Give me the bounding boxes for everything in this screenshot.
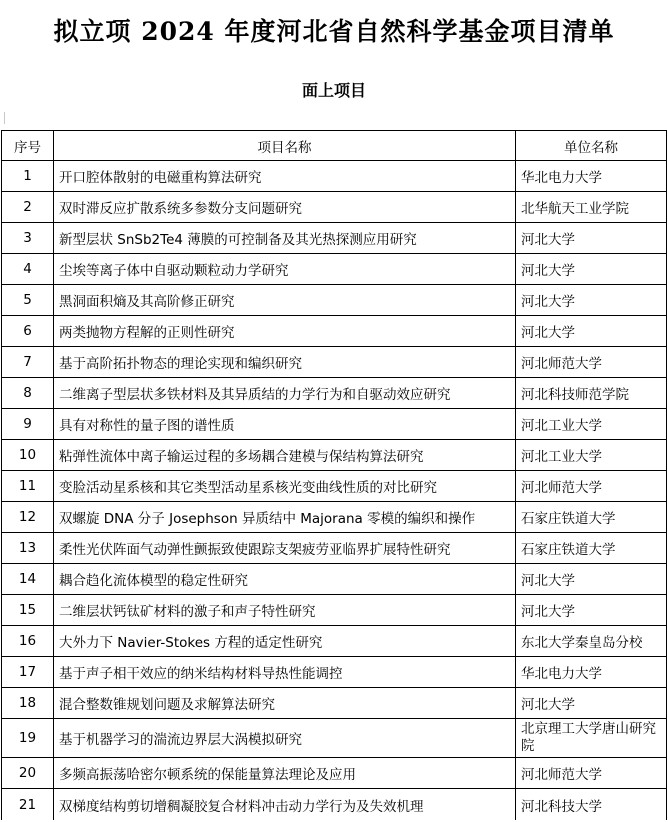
row-project-title: 二维离子型层状多铁材料及其异质结的力学行为和自驱动效应研究 xyxy=(54,378,516,409)
row-project-title: 两类抛物方程解的正则性研究 xyxy=(54,316,516,347)
row-seq: 2 xyxy=(2,192,54,223)
table-row xyxy=(2,378,667,409)
table-row xyxy=(2,564,667,595)
row-unit: 河北工业大学 xyxy=(516,440,667,471)
table-row xyxy=(2,347,667,378)
section-subtitle: 面上项目 xyxy=(301,81,366,100)
document-title: 拟立项 2024 年度河北省自然科学基金项目清单 xyxy=(53,17,615,46)
row-unit: 东北大学秦皇岛分校 xyxy=(516,626,667,657)
table-row xyxy=(2,192,667,223)
row-project-title: 开口腔体散射的电磁重构算法研究 xyxy=(54,161,516,192)
table-row xyxy=(2,719,667,758)
header-unit-name: 单位名称 xyxy=(516,131,667,161)
row-unit: 河北大学 xyxy=(516,688,667,719)
row-unit: 河北大学 xyxy=(516,595,667,626)
row-unit: 河北科技师范学院 xyxy=(516,378,667,409)
row-seq: 10 xyxy=(2,440,54,471)
row-project-title: 双螺旋 DNA 分子 Josephson 异质结中 Majorana 零模的编织和操作 xyxy=(54,502,516,533)
row-unit: 河北大学 xyxy=(516,564,667,595)
row-seq: 4 xyxy=(2,254,54,285)
row-unit: 河北师范大学 xyxy=(516,347,667,378)
row-seq: 5 xyxy=(2,285,54,316)
row-project-title: 多频高振荡哈密尔顿系统的保能量算法理论及应用 xyxy=(54,758,516,789)
row-project-title: 柔性光伏阵面气动弹性颤振致使跟踪支架疲劳亚临界扩展特性研究 xyxy=(54,533,516,564)
table-row xyxy=(2,471,667,502)
row-project-title: 耦合趋化流体模型的稳定性研究 xyxy=(54,564,516,595)
table-row xyxy=(2,254,667,285)
table-row xyxy=(2,595,667,626)
table-header-row xyxy=(2,131,667,161)
row-seq: 14 xyxy=(2,564,54,595)
row-seq: 19 xyxy=(2,719,54,758)
table-row xyxy=(2,409,667,440)
row-project-title: 基于声子相干效应的纳米结构材料导热性能调控 xyxy=(54,657,516,688)
row-unit: 河北科技大学 xyxy=(516,789,667,821)
table-row xyxy=(2,789,667,821)
row-unit: 北华航天工业学院 xyxy=(516,192,667,223)
header-seq: 序号 xyxy=(2,131,54,161)
row-unit: 河北师范大学 xyxy=(516,471,667,502)
row-unit: 石家庄铁道大学 xyxy=(516,502,667,533)
row-seq: 20 xyxy=(2,758,54,789)
row-project-title: 基于高阶拓扑物态的理论实现和编织研究 xyxy=(54,347,516,378)
row-seq: 15 xyxy=(2,595,54,626)
row-unit: 河北大学 xyxy=(516,316,667,347)
row-unit: 华北电力大学 xyxy=(516,161,667,192)
row-seq: 3 xyxy=(2,223,54,254)
row-seq: 21 xyxy=(2,789,54,821)
project-table xyxy=(1,130,667,820)
table-row xyxy=(2,223,667,254)
row-seq: 17 xyxy=(2,657,54,688)
row-seq: 8 xyxy=(2,378,54,409)
row-project-title: 双梯度结构剪切增稠凝胶复合材料冲击动力学行为及失效机理 xyxy=(54,789,516,821)
row-project-title: 大外力下 Navier-Stokes 方程的适定性研究 xyxy=(54,626,516,657)
row-project-title: 具有对称性的量子图的谱性质 xyxy=(54,409,516,440)
table-row xyxy=(2,533,667,564)
row-project-title: 尘埃等离子体中自驱动颗粒动力学研究 xyxy=(54,254,516,285)
row-unit: 河北工业大学 xyxy=(516,409,667,440)
row-project-title: 双时滞反应扩散系统多参数分支问题研究 xyxy=(54,192,516,223)
row-unit: 北京理工大学唐山研究院 xyxy=(516,719,667,758)
row-seq: 16 xyxy=(2,626,54,657)
row-project-title: 变脸活动星系核和其它类型活动星系核光变曲线性质的对比研究 xyxy=(54,471,516,502)
row-seq: 18 xyxy=(2,688,54,719)
table-row xyxy=(2,316,667,347)
row-project-title: 粘弹性流体中离子输运过程的多场耦合建模与保结构算法研究 xyxy=(54,440,516,471)
table-row xyxy=(2,688,667,719)
row-project-title: 混合整数锥规划问题及求解算法研究 xyxy=(54,688,516,719)
table-row xyxy=(2,502,667,533)
corner-mark xyxy=(0,112,5,124)
row-project-title: 黑洞面积熵及其高阶修正研究 xyxy=(54,285,516,316)
row-unit: 河北大学 xyxy=(516,223,667,254)
row-seq: 6 xyxy=(2,316,54,347)
row-unit: 河北大学 xyxy=(516,285,667,316)
table-row xyxy=(2,626,667,657)
row-seq: 9 xyxy=(2,409,54,440)
row-unit: 河北师范大学 xyxy=(516,758,667,789)
row-seq: 13 xyxy=(2,533,54,564)
table-row xyxy=(2,161,667,192)
row-unit: 河北大学 xyxy=(516,254,667,285)
row-project-title: 基于机器学习的湍流边界层大涡模拟研究 xyxy=(54,719,516,758)
table-row xyxy=(2,440,667,471)
row-unit: 石家庄铁道大学 xyxy=(516,533,667,564)
row-project-title: 二维层状钙钛矿材料的激子和声子特性研究 xyxy=(54,595,516,626)
row-unit: 华北电力大学 xyxy=(516,657,667,688)
row-seq: 12 xyxy=(2,502,54,533)
row-seq: 11 xyxy=(2,471,54,502)
row-seq: 7 xyxy=(2,347,54,378)
row-project-title: 新型层状 SnSb2Te4 薄膜的可控制备及其光热探测应用研究 xyxy=(54,223,516,254)
table-row xyxy=(2,758,667,789)
table-row xyxy=(2,285,667,316)
header-project-name: 项目名称 xyxy=(54,131,516,161)
row-seq: 1 xyxy=(2,161,54,192)
table-row xyxy=(2,657,667,688)
